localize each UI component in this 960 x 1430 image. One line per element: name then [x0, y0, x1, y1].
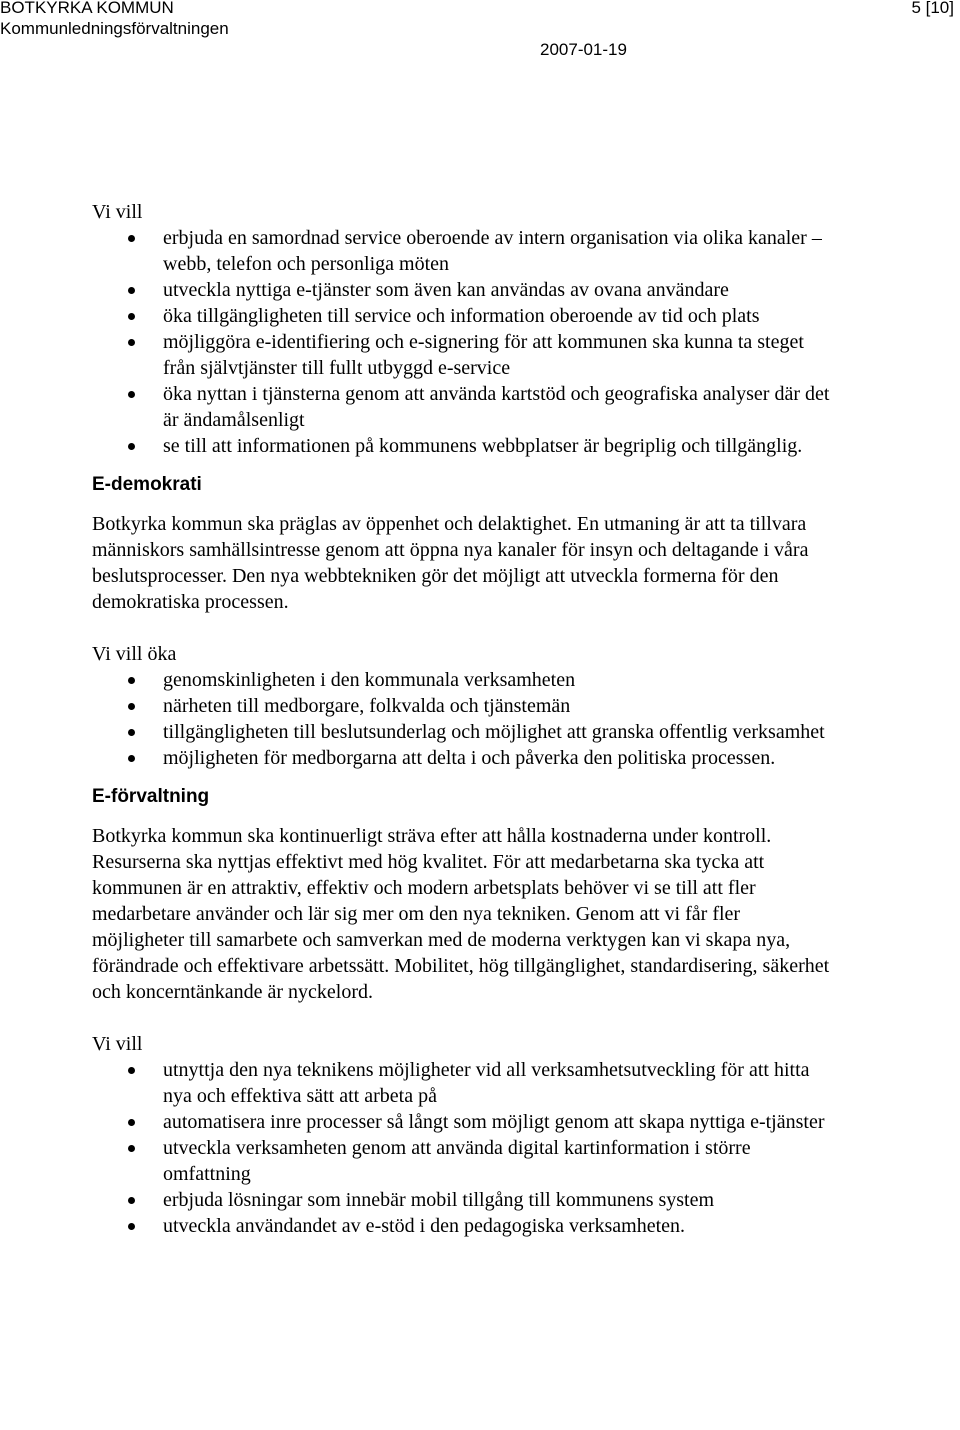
list-item — [92, 719, 837, 745]
list-item — [92, 1057, 837, 1109]
spacer — [92, 615, 837, 641]
list-item-text: utveckla användandet av e-stöd i den pedagogiska verksamheten. — [163, 1215, 686, 1237]
edemokrati-lead: Vi vill öka — [92, 643, 177, 665]
bullet-icon — [128, 1067, 135, 1074]
bullet-icon — [128, 1223, 135, 1230]
spacer — [92, 771, 837, 784]
list-item — [92, 1135, 837, 1187]
edemokrati-bullet-list — [92, 667, 837, 771]
list-item-text: erbjuda en samordnad service oberoende av intern organisation via olika kanaler – webb, telefon och personliga möten — [163, 227, 822, 275]
list-item — [92, 667, 837, 693]
list-item — [92, 277, 837, 303]
spacer — [92, 810, 837, 823]
list-item-text: öka nyttan i tjänsterna genom att använda kartstöd och geografiska analyser där det är ändamålsenligt — [163, 383, 830, 431]
list-item — [92, 381, 837, 433]
bullet-icon — [128, 235, 135, 242]
edemokrati-paragraph: Botkyrka kommun ska präglas av öppenhet och delaktighet. En utmaning är att ta tillvara människors samhällsintresse genom att öppna nya kanaler för insyn och deltagande i våra beslutsprocesser. Den nya webbtekniken gör det möjligt att utveckla formerna för den demokratiska processen. — [92, 513, 809, 613]
list-item-text: närheten till medborgare, folkvalda och tjänstemän — [163, 695, 571, 717]
bullet-icon — [128, 339, 135, 346]
section1-bullet-list — [92, 225, 837, 459]
list-item — [92, 329, 837, 381]
list-item-text: möjligheten för medborgarna att delta i och påverka den politiska processen. — [163, 747, 776, 769]
page-number: 5 [10] — [911, 0, 954, 17]
spacer — [92, 459, 837, 472]
bullet-icon — [128, 703, 135, 710]
list-item-text: möjliggöra e-identifiering och e-signering för att kommunen ska kunna ta steget från självtjänster till fullt utbyggd e-service — [163, 331, 804, 379]
list-item-text: genomskinligheten i den kommunala verksamheten — [163, 669, 576, 691]
list-item-text: utveckla nyttiga e-tjänster som även kan användas av ovana användare — [163, 279, 729, 301]
list-item — [92, 745, 837, 771]
eforvaltning-paragraph: Botkyrka kommun ska kontinuerligt sträva efter att hålla kostnaderna under kontroll. Resurserna ska nyttjas effektivt med hög kvalitet. För att medarbetarna ska tycka att kommunen är en attraktiv, effektiv och modern arbetsplats behöver vi se till att fler medarbetare använder och lär sig mer om den nya tekniken. Genom att vi får fler möjligheter till samarbete och samverkan med de moderna verktygen kan vi skapa nya, förändrade och effektivare arbetssätt. Mobilitet, hög tillgänglighet, standardisering, säkerhet och koncerntänkande är nyckelord. — [92, 825, 830, 1003]
bullet-icon — [128, 443, 135, 450]
bullet-icon — [128, 677, 135, 684]
section1-lead: Vi vill — [92, 201, 143, 223]
list-item-text: automatisera inre processer så långt som möjligt genom att skapa nyttiga e-tjänster — [163, 1111, 825, 1133]
department-name: Kommunledningsförvaltningen — [0, 19, 229, 38]
list-item-text: utnyttja den nya teknikens möjligheter vid all verksamhetsutveckling för att hitta nya och effektiva sätt att arbeta på — [163, 1059, 810, 1107]
bullet-icon — [128, 1145, 135, 1152]
eforvaltning-bullet-list — [92, 1057, 837, 1239]
list-item — [92, 1109, 837, 1135]
list-item-text: öka tillgängligheten till service och information oberoende av tid och plats — [163, 305, 760, 327]
list-item-text: utveckla verksamheten genom att använda digital kartinformation i större omfattning — [163, 1137, 751, 1185]
bullet-icon — [128, 755, 135, 762]
list-item-text: erbjuda lösningar som innebär mobil tillgång till kommunens system — [163, 1189, 715, 1211]
eforvaltning-lead: Vi vill — [92, 1033, 143, 1055]
bullet-icon — [128, 287, 135, 294]
list-item — [92, 1187, 837, 1213]
document-date: 2007-01-19 — [540, 40, 627, 59]
bullet-icon — [128, 313, 135, 320]
bullet-icon — [128, 391, 135, 398]
edemokrati-heading: E-demokrati — [92, 474, 202, 495]
organization-name: BOTKYRKA KOMMUN — [0, 0, 174, 17]
list-item — [92, 225, 837, 277]
list-item-text: tillgängligheten till beslutsunderlag och möjlighet att granska offentlig verksamhet — [163, 721, 825, 743]
list-item — [92, 303, 837, 329]
bullet-icon — [128, 1197, 135, 1204]
bullet-icon — [128, 1119, 135, 1126]
spacer — [92, 498, 837, 511]
list-item — [92, 433, 837, 459]
bullet-icon — [128, 729, 135, 736]
spacer — [92, 1005, 837, 1031]
eforvaltning-heading: E-förvaltning — [92, 786, 210, 807]
list-item — [92, 693, 837, 719]
list-item-text: se till att informationen på kommunens webbplatser är begriplig och tillgänglig. — [163, 435, 803, 457]
list-item — [92, 1213, 837, 1239]
document-body — [92, 199, 837, 1239]
